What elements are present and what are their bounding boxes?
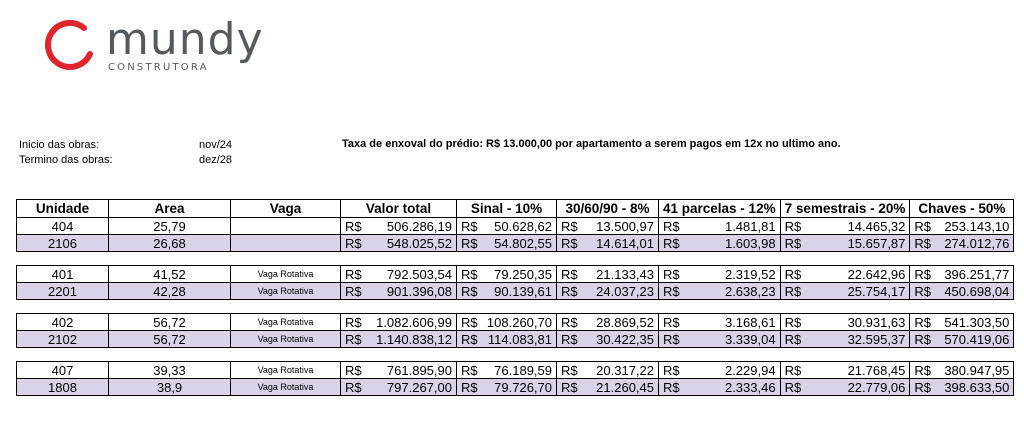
currency-symbol: R$: [345, 362, 362, 378]
currency-symbol: R$: [561, 314, 578, 330]
amount: 21.133,43: [596, 266, 654, 282]
amount: 32.595,37: [847, 331, 906, 347]
logo-wordmark: mundy: [106, 14, 264, 65]
column-header: 7 semestrais - 20%: [780, 200, 910, 218]
inicio-value: nov/24: [198, 139, 232, 151]
cell-area: 26,68: [109, 235, 231, 252]
amount: 541.303,50: [944, 314, 1010, 330]
cell-sinal: [457, 266, 557, 283]
currency-symbol: R$: [914, 314, 932, 330]
cell-unidade: 402: [17, 314, 109, 331]
currency-symbol: R$: [784, 235, 802, 251]
amount: 54.802,55: [494, 235, 552, 251]
cell-vaga: Vaga Rotativa: [231, 331, 341, 348]
currency-symbol: R$: [914, 218, 932, 234]
currency-symbol: R$: [784, 331, 802, 347]
amount: 2.333,46: [724, 379, 776, 395]
cell-p41: [659, 235, 781, 252]
cell-sinal: [457, 314, 557, 331]
amount: 797.267,00: [386, 379, 452, 395]
amount: 396.251,77: [944, 266, 1010, 282]
termino-value: dez/28: [198, 154, 232, 166]
amount: 50.628,62: [494, 218, 552, 234]
cell-chaves: [910, 331, 1014, 348]
cell-chaves: [910, 362, 1014, 379]
cell-vaga: Vaga Rotativa: [231, 266, 341, 283]
cell-sem: [780, 362, 910, 379]
cell-sem: [780, 218, 910, 235]
amount: 108.260,70: [486, 314, 552, 330]
cell-valor: [341, 266, 457, 283]
cell-chaves: [910, 314, 1014, 331]
amount: 79.726,70: [494, 379, 552, 395]
amount: 761.895,90: [386, 362, 452, 378]
amount: 14.465,32: [847, 218, 906, 234]
cell-unidade: 404: [17, 218, 109, 235]
amount: 380.947,95: [944, 362, 1010, 378]
amount: 20.317,22: [596, 362, 654, 378]
cell-sem: [780, 283, 910, 300]
currency-symbol: R$: [784, 379, 802, 395]
group-spacer: [17, 300, 1014, 314]
table-row: [17, 235, 1014, 252]
amount: 792.503,54: [386, 266, 452, 282]
amount: 25.754,17: [847, 283, 906, 299]
currency-symbol: R$: [561, 266, 578, 282]
currency-symbol: R$: [784, 266, 802, 282]
currency-symbol: R$: [345, 283, 362, 299]
cell-valor: [341, 331, 457, 348]
currency-symbol: R$: [663, 235, 680, 251]
cell-area: 41,52: [109, 266, 231, 283]
table-header-row: [17, 200, 1014, 218]
currency-symbol: R$: [914, 379, 932, 395]
amount: 21.768,45: [847, 362, 906, 378]
cell-area: 56,72: [109, 314, 231, 331]
currency-symbol: R$: [461, 379, 478, 395]
currency-symbol: R$: [461, 283, 478, 299]
currency-symbol: R$: [663, 283, 680, 299]
cell-vaga: Vaga Rotativa: [231, 314, 341, 331]
price-table: [16, 199, 1014, 396]
cell-sinal: [457, 331, 557, 348]
amount: 1.082.606,99: [376, 314, 452, 330]
column-header: 30/60/90 - 8%: [557, 200, 659, 218]
table-row: [17, 362, 1014, 379]
cell-chaves: [910, 218, 1014, 235]
table-row: [17, 218, 1014, 235]
currency-symbol: R$: [461, 314, 478, 330]
cell-valor: [341, 218, 457, 235]
cell-p30: [557, 362, 659, 379]
cell-p30: [557, 331, 659, 348]
group-spacer: [17, 348, 1014, 362]
amount: 1.603,98: [724, 235, 776, 251]
amount: 1.481,81: [724, 218, 776, 234]
currency-symbol: R$: [663, 379, 680, 395]
currency-symbol: R$: [345, 218, 362, 234]
currency-symbol: R$: [784, 314, 802, 330]
cell-sinal: [457, 362, 557, 379]
cell-p41: [659, 218, 781, 235]
currency-symbol: R$: [914, 235, 932, 251]
cell-area: 38,9: [109, 379, 231, 396]
cell-area: 42,28: [109, 283, 231, 300]
inicio-label: Inicio das obras:: [19, 139, 100, 151]
currency-symbol: R$: [345, 266, 362, 282]
amount: 14.614,01: [596, 235, 654, 251]
company-logo: [44, 14, 274, 76]
cell-unidade: 2201: [17, 283, 109, 300]
table-row: [17, 331, 1014, 348]
amount: 79.250,35: [494, 266, 552, 282]
cell-unidade: 407: [17, 362, 109, 379]
column-header: Valor total: [341, 200, 457, 218]
column-header: Unidade: [17, 200, 109, 218]
table-row: [17, 314, 1014, 331]
table-row: [17, 283, 1014, 300]
column-header: 41 parcelas - 12%: [659, 200, 781, 218]
cell-chaves: [910, 379, 1014, 396]
cell-area: 25,79: [109, 218, 231, 235]
currency-symbol: R$: [561, 362, 578, 378]
currency-symbol: R$: [561, 283, 578, 299]
amount: 2.229,94: [724, 362, 776, 378]
cell-unidade: 2102: [17, 331, 109, 348]
amount: 21.260,45: [596, 379, 654, 395]
currency-symbol: R$: [461, 218, 478, 234]
cell-sem: [780, 379, 910, 396]
cell-sinal: [457, 283, 557, 300]
group-spacer: [17, 252, 1014, 266]
cell-unidade: 2106: [17, 235, 109, 252]
amount: 13.500,97: [596, 218, 654, 234]
currency-symbol: R$: [663, 331, 680, 347]
cell-vaga: Vaga Rotativa: [231, 379, 341, 396]
cell-vaga: [231, 218, 341, 235]
cell-vaga: Vaga Rotativa: [231, 283, 341, 300]
cell-p30: [557, 283, 659, 300]
cell-area: 39,33: [109, 362, 231, 379]
cell-area: 56,72: [109, 331, 231, 348]
currency-symbol: R$: [461, 235, 478, 251]
amount: 76.189,59: [494, 362, 552, 378]
currency-symbol: R$: [561, 218, 578, 234]
amount: 15.657,87: [847, 235, 906, 251]
cell-p41: [659, 314, 781, 331]
currency-symbol: R$: [784, 218, 802, 234]
cell-chaves: [910, 235, 1014, 252]
column-header: Sinal - 10%: [457, 200, 557, 218]
amount: 22.642,96: [847, 266, 906, 282]
cell-unidade: 401: [17, 266, 109, 283]
cell-sem: [780, 331, 910, 348]
currency-symbol: R$: [663, 362, 680, 378]
column-header: Chaves - 50%: [910, 200, 1014, 218]
cell-unidade: 1808: [17, 379, 109, 396]
cell-sinal: [457, 379, 557, 396]
cell-valor: [341, 314, 457, 331]
termino-label: Termino das obras:: [19, 154, 113, 166]
table-row: [17, 266, 1014, 283]
amount: 274.012,76: [944, 235, 1010, 251]
amount: 253.143,10: [944, 218, 1010, 234]
column-header: Vaga: [231, 200, 341, 218]
cell-vaga: Vaga Rotativa: [231, 362, 341, 379]
currency-symbol: R$: [914, 283, 932, 299]
cell-p30: [557, 314, 659, 331]
cell-sem: [780, 314, 910, 331]
cell-chaves: [910, 283, 1014, 300]
currency-symbol: R$: [345, 379, 362, 395]
cell-p30: [557, 218, 659, 235]
amount: 1.140.838,12: [376, 331, 452, 347]
amount: 2.319,52: [724, 266, 776, 282]
amount: 28.869,52: [596, 314, 654, 330]
amount: 570.419,06: [944, 331, 1010, 347]
amount: 506.286,19: [386, 218, 452, 234]
amount: 3.339,04: [724, 331, 776, 347]
column-header: Area: [109, 200, 231, 218]
currency-symbol: R$: [784, 362, 802, 378]
currency-symbol: R$: [784, 283, 802, 299]
cell-p30: [557, 379, 659, 396]
cell-p30: [557, 235, 659, 252]
amount: 30.931,63: [847, 314, 906, 330]
amount: 3.168,61: [724, 314, 776, 330]
currency-symbol: R$: [345, 314, 362, 330]
currency-symbol: R$: [663, 218, 680, 234]
enxoval-note: Taxa de enxoval do prédio: R$ 13.000,00 por apartamento a serem pagos em 12x no ultimo ano.: [342, 138, 841, 150]
cell-valor: [341, 235, 457, 252]
amount: 398.633,50: [944, 379, 1010, 395]
currency-symbol: R$: [561, 379, 578, 395]
cell-p41: [659, 331, 781, 348]
amount: 114.083,81: [487, 331, 552, 347]
cell-p41: [659, 266, 781, 283]
currency-symbol: R$: [461, 266, 478, 282]
table-row: [17, 379, 1014, 396]
cell-sem: [780, 235, 910, 252]
currency-symbol: R$: [663, 314, 680, 330]
currency-symbol: R$: [561, 331, 578, 347]
currency-symbol: R$: [461, 362, 478, 378]
cell-sinal: [457, 235, 557, 252]
amount: 2.638,23: [724, 283, 776, 299]
currency-symbol: R$: [561, 235, 578, 251]
logo-ring-icon: [44, 20, 98, 74]
logo-subtitle: CONSTRUTORA: [108, 62, 209, 73]
cell-sem: [780, 266, 910, 283]
cell-p30: [557, 266, 659, 283]
currency-symbol: R$: [345, 331, 362, 347]
currency-symbol: R$: [663, 266, 680, 282]
currency-symbol: R$: [461, 331, 478, 347]
cell-valor: [341, 362, 457, 379]
cell-valor: [341, 283, 457, 300]
cell-chaves: [910, 266, 1014, 283]
amount: 548.025,52: [386, 235, 452, 251]
cell-p41: [659, 362, 781, 379]
amount: 901.396,08: [386, 283, 452, 299]
amount: 22.779,06: [847, 379, 906, 395]
cell-p41: [659, 379, 781, 396]
currency-symbol: R$: [914, 331, 932, 347]
currency-symbol: R$: [914, 266, 932, 282]
cell-valor: [341, 379, 457, 396]
amount: 30.422,35: [596, 331, 654, 347]
cell-vaga: [231, 235, 341, 252]
amount: 24.037,23: [596, 283, 654, 299]
amount: 450.698,04: [944, 283, 1010, 299]
cell-p41: [659, 283, 781, 300]
currency-symbol: R$: [914, 362, 932, 378]
cell-sinal: [457, 218, 557, 235]
currency-symbol: R$: [345, 235, 362, 251]
amount: 90.139,61: [494, 283, 552, 299]
